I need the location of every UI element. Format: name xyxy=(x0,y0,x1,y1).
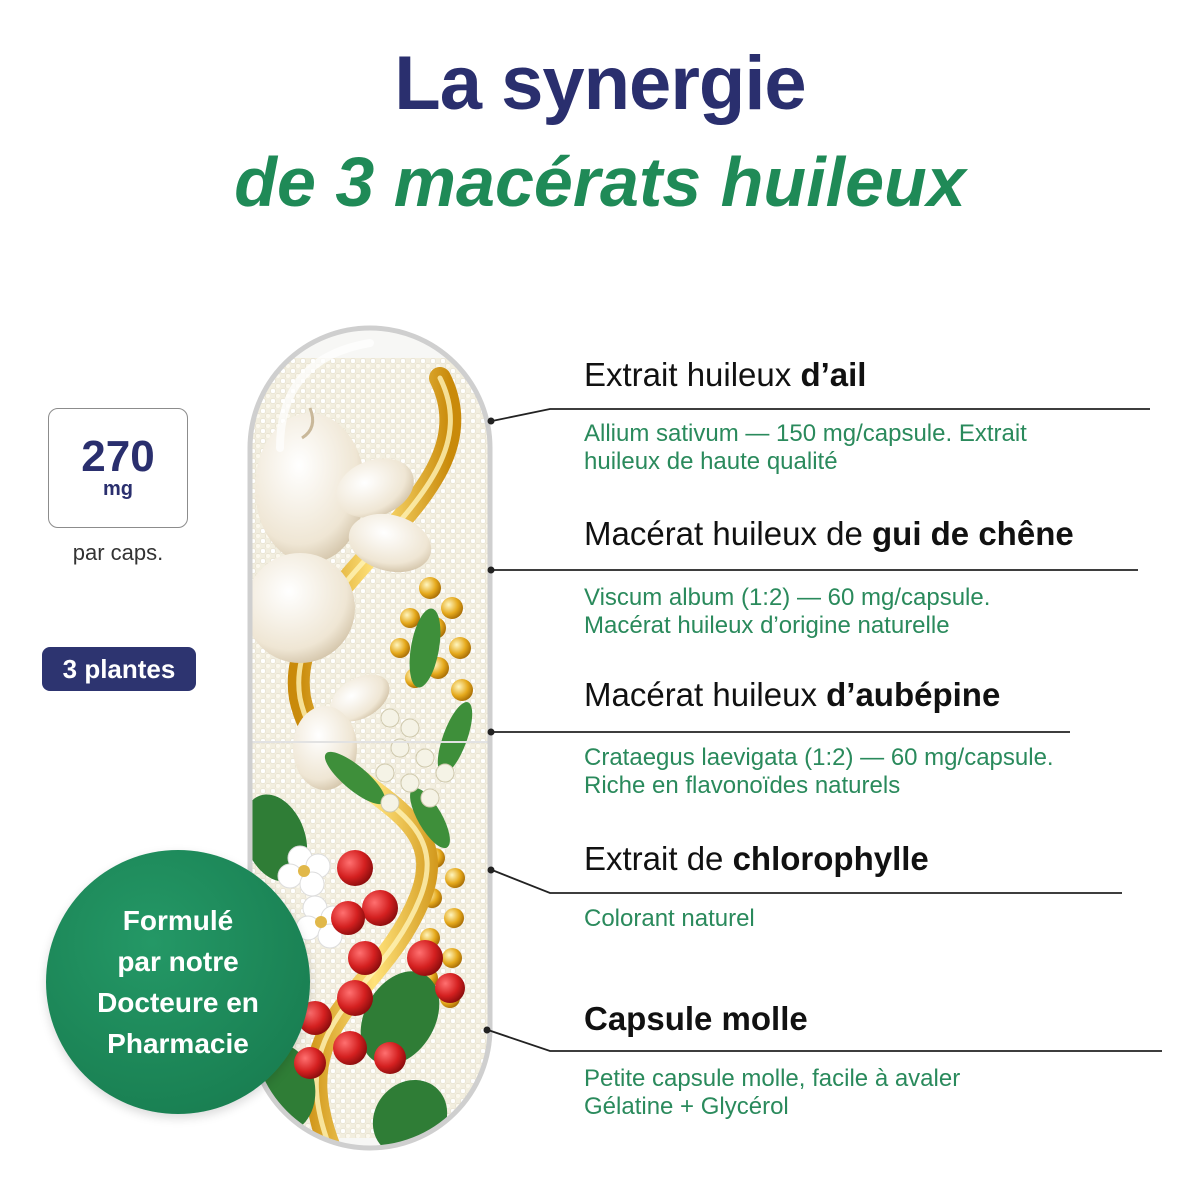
pharmacist-seal-text: Formulé par notre Docteure en Pharmacie xyxy=(97,905,259,1059)
ingredient-desc-hawthorn: Crataegus laevigata (1:2) — 60 mg/capsule. Riche en flavonoïdes naturels xyxy=(584,744,1054,799)
ingredient-desc-chlorophyll: Colorant naturel xyxy=(584,905,755,932)
ingredient-title-chlorophyll: Extrait de chlorophylle xyxy=(584,840,929,877)
dose-unit: mg xyxy=(103,478,133,500)
ingredient-desc-mistletoe: Viscum album (1:2) — 60 mg/capsule. Macérat huileux d’origine naturelle xyxy=(584,584,991,639)
ingredient-title-mistletoe: Macérat huileux de gui de chêne xyxy=(584,515,1074,552)
ingredient-title-capsule: Capsule molle xyxy=(584,1000,808,1037)
ingredient-title-hawthorn: Macérat huileux d’aubépine xyxy=(584,676,1001,713)
dose-box xyxy=(48,408,188,528)
title-line-1: La synergie xyxy=(394,41,806,126)
dose-value: 270 xyxy=(81,432,155,481)
ingredient-desc-garlic: Allium sativum — 150 mg/capsule. Extrait huileux de haute qualité xyxy=(584,420,1027,475)
ingredient-title-garlic: Extrait huileux d’ail xyxy=(584,356,867,393)
dose-note: par caps. xyxy=(72,540,164,565)
title-line-2: de 3 macérats huileux xyxy=(234,143,966,221)
ingredient-desc-capsule: Petite capsule molle, facile à avaler Gélatine + Glycérol xyxy=(584,1065,961,1120)
pharmacist-seal xyxy=(46,850,310,1114)
plants-badge: 3 plantes xyxy=(42,647,196,691)
